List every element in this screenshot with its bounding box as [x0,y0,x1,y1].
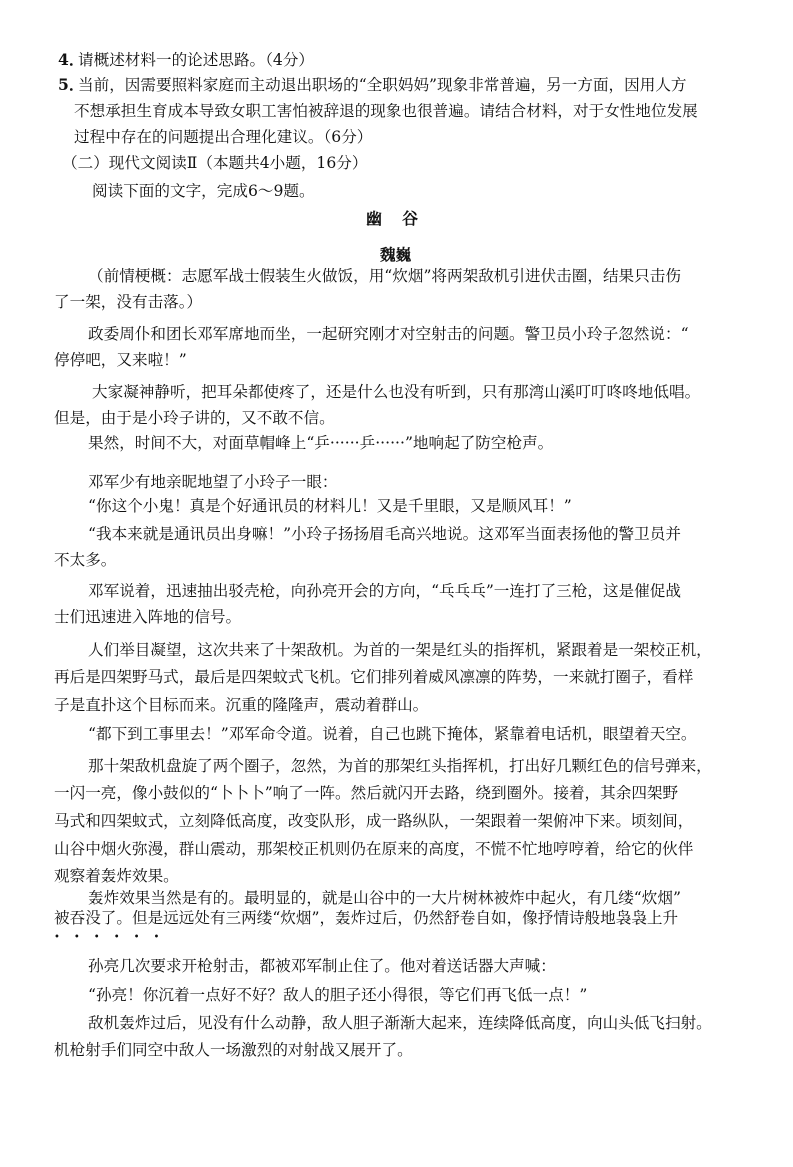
question-5-line-3: 过程中存在的问题提出合理化建议。（6分） [74,128,373,146]
article-line: 轰炸效果当然是有的。最明显的，就是山谷中的一大片树林被炸中起火，有几缕“炊烟” [88,889,681,907]
article-line: 了一架，没有击落。） [54,293,203,311]
article-line: 政委周仆和团长邓军席地而坐，一起研究刚才对空射击的问题。警卫员小玲子忽然说：“ [88,325,689,343]
article-line: “你这个小鬼！真是个好通讯员的材料儿！又是千里眼，又是顺风耳！” [88,497,572,515]
question-4-number: 4． [58,50,85,69]
article-line: 邓军说着，迅速抽出驳壳枪，向孙亮开会的方向，“乓乓乓”一连打了三枪，这是催促战 [88,582,681,600]
section-heading: （二）现代文阅读Ⅱ（本题共4小题，16分） [62,154,368,172]
article-line: 人们举目凝望，这次共来了十架敌机。为首的一架是红头的指挥机，紧跟着是一架校正机， [88,641,712,659]
article-line: 士们迅速进入阵地的信号。 [54,608,242,626]
article-line: 观察着轰炸效果。 [54,867,179,885]
article-line: 孙亮几次要求开枪射击，都被邓军制止住了。他对着送话器大声喊： [88,957,556,975]
section-instruction: 阅读下面的文字，完成6～9题。 [92,182,315,200]
article-author: 魏巍 [380,245,412,264]
article-line: 停停吧，又来啦！” [54,351,187,369]
article-line: 再后是四架野马式，最后是四架蚊式飞机。它们排列着威风凛凛的阵势，一来就打圈子，看样 [54,668,694,686]
article-line: 果然，时间不大，对面草帽峰上“乒······乒······”地响起了防空枪声。 [88,434,554,452]
question-5-line-1: 当前，因需要照料家庭而主动退出职场的“全职妈妈”现象非常普遍，另一方面，因用人方 [78,76,687,94]
question-4-text: 请概述材料一的论述思路。（4分） [78,51,315,69]
article-line: 被吞没了。但是远远处有三两缕“炊烟”，轰炸过后，仍然舒卷自如，像抒情诗般地袅袅上升 [54,909,679,927]
article-line: 不太多。 [54,551,117,569]
article-line: “我本来就是通讯员出身嘛！”小玲子扬扬眉毛高兴地说。这邓军当面表扬他的警卫员并 [88,525,681,543]
article-line: 那十架敌机盘旋了两个圈子，忽然，为首的那架红头指挥机，打出好几颗红色的信号弹来， [88,757,712,775]
article-line: 一闪一亮，像小鼓似的“卜卜卜”响了一阵。然后就闪开去路，绕到圈外。接着，其余四架野 [54,784,679,802]
question-5-line-2: 不想承担生育成本导致女职工害怕被辞退的现象也很普遍。请结合材料，对于女性地位发展 [74,102,698,120]
article-line: “孙亮！你沉着一点好不好？敌人的胆子还小得很，等它们再飞低一点！” [88,986,588,1004]
article-line: 马式和四架蚊式，立刻降低高度，改变队形，成一路纵队，一架跟着一架俯冲下来。顷刻间， [54,812,694,830]
article-line: 但是，由于是小玲子讲的，又不敢不信。 [54,409,335,427]
article-title: 幽 谷 [366,209,421,228]
ellipsis-dots: •••••• [54,932,174,943]
article-line: 敌机轰炸过后，见没有什么动静，敌人胆子渐渐大起来，连续降低高度，向山头低飞扫射。 [88,1014,712,1032]
article-line: 大家凝神静听，把耳朵都使疼了，还是什么也没有听到，只有那湾山溪叮叮咚咚地低唱。 [92,383,701,401]
article-line: 子是直扑这个目标而来。沉重的隆隆声，震动着群山。 [54,696,429,714]
article-line: 山谷中烟火弥漫，群山震动，那架校正机则仍在原来的高度，不慌不忙地哼哼着，给它的伙伴 [54,840,694,858]
article-line: 机枪射手们同空中敌人一场激烈的对射战又展开了。 [54,1041,413,1059]
article-line: “都下到工事里去！”邓军命令道。说着，自己也跳下掩体，紧靠着电话机，眼望着天空。 [88,725,697,743]
article-line: 邓军少有地亲昵地望了小玲子一眼： [88,473,338,491]
question-5-number: 5． [58,75,85,94]
article-line: （前情梗概：志愿军战士假装生火做饭，用“炊烟”将两架敌机引进伏击圈，结果只击伤 [88,267,681,285]
